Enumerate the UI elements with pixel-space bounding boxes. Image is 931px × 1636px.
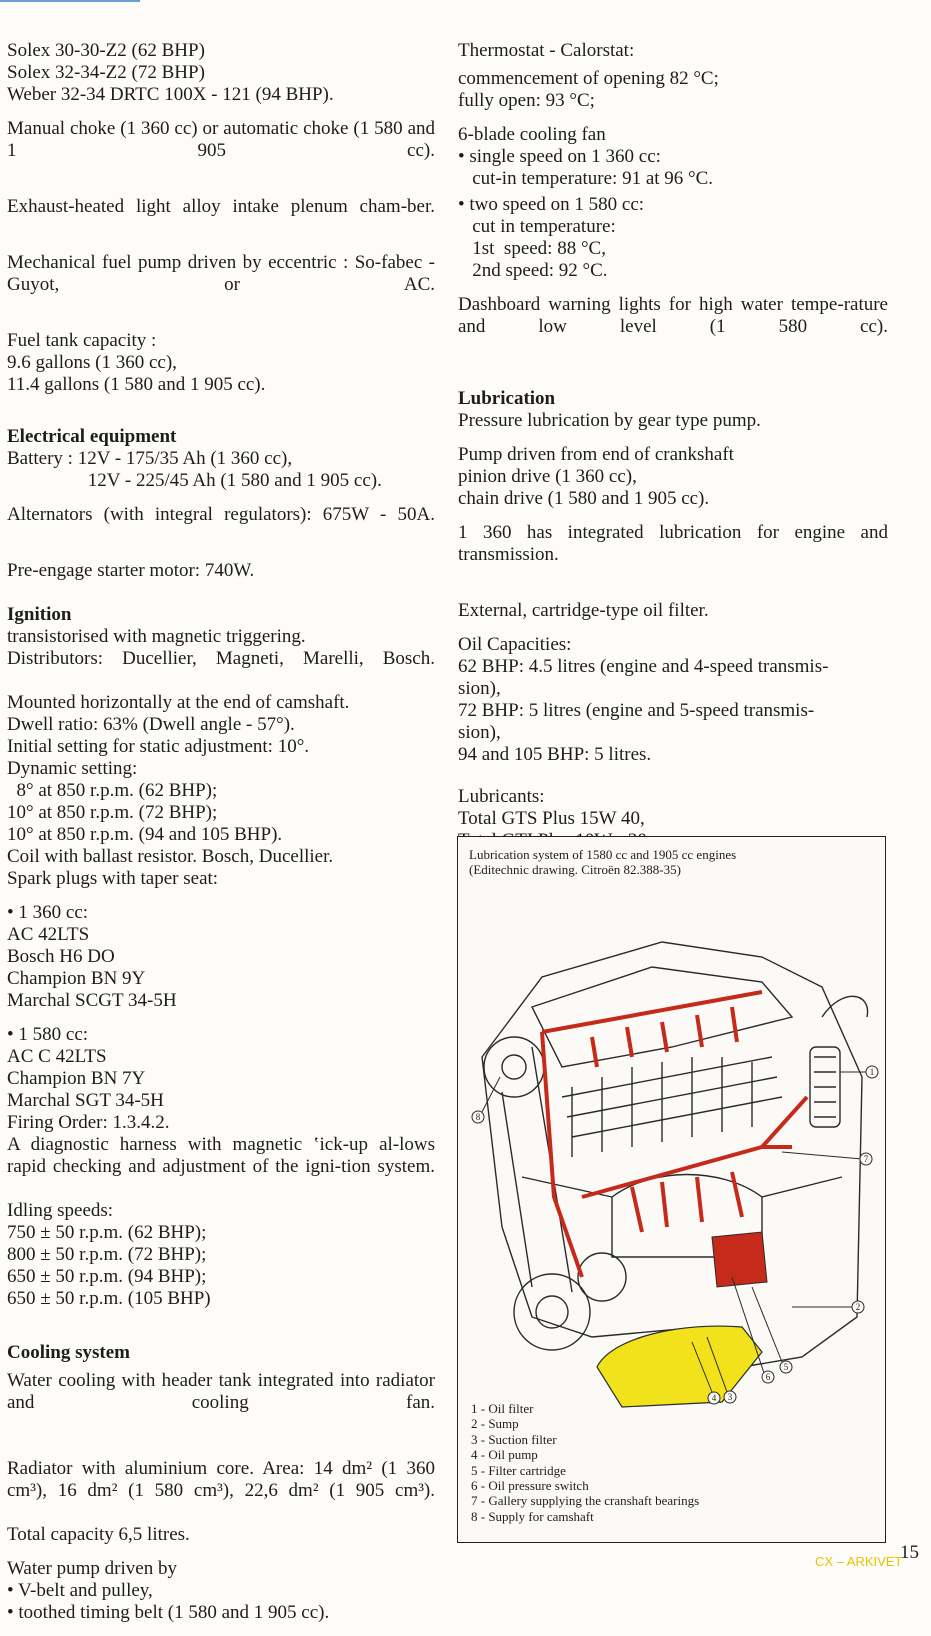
callout-7: 7 (863, 1154, 869, 1164)
cooling-heading: Cooling system (7, 1342, 130, 1363)
legend-item: 3 - Suction filter (471, 1431, 557, 1447)
legend-item: 6 - Oil pressure switch (471, 1478, 589, 1494)
callout-5: 5 (783, 1362, 789, 1372)
legend-item: 4 - Oil pump (471, 1447, 538, 1463)
left-column (7, 40, 435, 1636)
fan-two-speed: • two speed on 1 580 cc: cut in temperature: 1st speed: 88 °C, 2nd speed: 92 °C. (458, 194, 645, 281)
figure-legend (471, 1401, 699, 1524)
page-number: 15 (900, 1542, 919, 1563)
oil-capacities: Oil Capacities: 62 BHP: 4.5 litres (engine and 4-speed transmis- sion), 72 BHP: 5 litres (engine and 5-speed transmis- sion), 94 and 105 BHP: 5 litres. (458, 634, 829, 765)
thermostat-line: Thermostat - Calorstat: (458, 40, 635, 61)
ignition-details: Mounted horizontally at the end of camshaft. Dwell ratio: 63% (Dwell angle - 57°). Initial setting for static adjustment: 10°. Dynamic setting: 8° at 850 r.p.m. (62 BHP); 10° at 850 r.p.m. (72 BHP); 10° at 850 r.p.m. (94 and 105 BHP). Coil with ballast resistor. Bosch, Ducellier. Spark plugs with taper seat: (7, 692, 350, 889)
pump-drive-paragraph: Pump driven from end of crankshaft pinion drive (1 360 cc), chain drive (1 580 and 1 905 cc). (458, 444, 734, 509)
legend-item: 7 - Gallery supplying the cranshaft bearings (471, 1493, 700, 1509)
battery-paragraph: Battery : 12V - 175/35 Ah (1 360 cc), 12V - 225/45 Ah (1 580 and 1 905 cc). (7, 448, 382, 491)
fan-paragraph: 6-blade cooling fan • single speed on 1 360 cc: cut-in temperature: 91 at 96 °C. (458, 124, 714, 189)
diagnostic-paragraph: A diagnostic harness with magnetic ‛ick-up al-lows rapid checking and adjustment of the igni-tion system. (7, 1134, 435, 1177)
callout-4: 4 (711, 1393, 717, 1403)
lubricants: Lubricants: Total GTS Plus 15W 40, (458, 786, 645, 829)
callout-1: 1 (869, 1067, 875, 1077)
oil-filter-line: External, cartridge-type oil filter. (458, 600, 709, 621)
carburettor-list: Solex 30-30-Z2 (62 BHP) Solex 32-34-Z2 (72 BHP) Weber 32-34 DRTC 100X - 121 (94 BHP). (7, 40, 334, 105)
electrical-heading: Electrical equipment (7, 426, 177, 447)
water-pump-paragraph: Water pump driven by • V-belt and pulley, • toothed timing belt (1 580 and 1 905 cc). (7, 1558, 330, 1623)
starter-paragraph: Pre-engage starter motor: 740W. (7, 560, 255, 581)
lubrication-text: Pressure lubrication by gear type pump. (458, 410, 761, 431)
warning-lights-paragraph: Dashboard warning lights for high water tempe-rature and low level (1 580 cc). (458, 294, 888, 337)
legend-item: 2 - Sump (471, 1416, 519, 1432)
lubrication-figure (457, 836, 886, 1543)
plenum-paragraph: Exhaust-heated light alloy intake plenum cham-ber. (7, 196, 435, 217)
right-column (458, 40, 888, 864)
callout-8: 8 (475, 1112, 481, 1122)
fuel-pump-paragraph: Mechanical fuel pump driven by eccentric : So-fabec - Guyot, or AC. (7, 252, 435, 295)
legend-item: 8 - Supply for camshaft (471, 1508, 594, 1524)
radiator-paragraph: Radiator with aluminium core. Area: 14 dm² (1 360 cm³), 16 dm² (1 580 cm³), 22,6 dm² (1 905 cm³). (7, 1458, 435, 1501)
thermostat-opening: commencement of opening 82 °C; fully open: 93 °C; (458, 68, 719, 111)
distributors-line: Distributors: Ducellier, Magneti, Marelli, Bosch. (7, 648, 435, 669)
plugs-1360: • 1 360 cc: AC 42LTS Bosch H6 DO Champion BN 9Y Marchal SCGT 34-5H (7, 902, 177, 1011)
legend-item: 1 - Oil filter (471, 1401, 534, 1416)
choke-paragraph: Manual choke (1 360 cc) or automatic choke (1 580 and 1 905 cc). (7, 118, 435, 161)
water-cooling-paragraph: Water cooling with header tank integrated into radiator and cooling fan. (7, 1370, 435, 1413)
lubrication-heading: Lubrication (458, 388, 556, 409)
callout-6: 6 (765, 1372, 771, 1382)
callout-2: 2 (855, 1302, 861, 1312)
legend-item: 5 - Filter cartridge (471, 1462, 566, 1478)
figure-caption: Lubrication system of 1580 cc and 1905 cc engines (Editechnic drawing. Citroën 82.388-35) (469, 847, 737, 877)
idling-speeds: Idling speeds: 750 ± 50 r.p.m. (62 BHP); 800 ± 50 r.p.m. (72 BHP); 650 ± 50 r.p.m. (94 BHP); 650 ± 50 r.p.m. (105 BHP) (7, 1200, 211, 1309)
alternators-paragraph: Alternators (with integral regulators): 675W - 50A. (7, 504, 435, 525)
watermark: CX – ARKIVET (815, 1554, 903, 1569)
total-capacity: Total capacity 6,5 litres. (7, 1524, 190, 1545)
integrated-lubrication: 1 360 has integrated lubrication for engine and transmission. (458, 522, 888, 565)
ignition-heading: Ignition (7, 604, 72, 625)
fuel-tank-paragraph: Fuel tank capacity : 9.6 gallons (1 360 cc), 11.4 gallons (1 580 and 1 905 cc). (7, 330, 266, 395)
ignition-text: transistorised with magnetic triggering. (7, 626, 306, 647)
top-edge-mark (0, 0, 140, 2)
callout-3: 3 (727, 1392, 733, 1402)
plugs-1580: • 1 580 cc: AC C 42LTS Champion BN 7Y Marchal SGT 34-5H Firing Order: 1.3.4.2. (7, 1024, 170, 1133)
